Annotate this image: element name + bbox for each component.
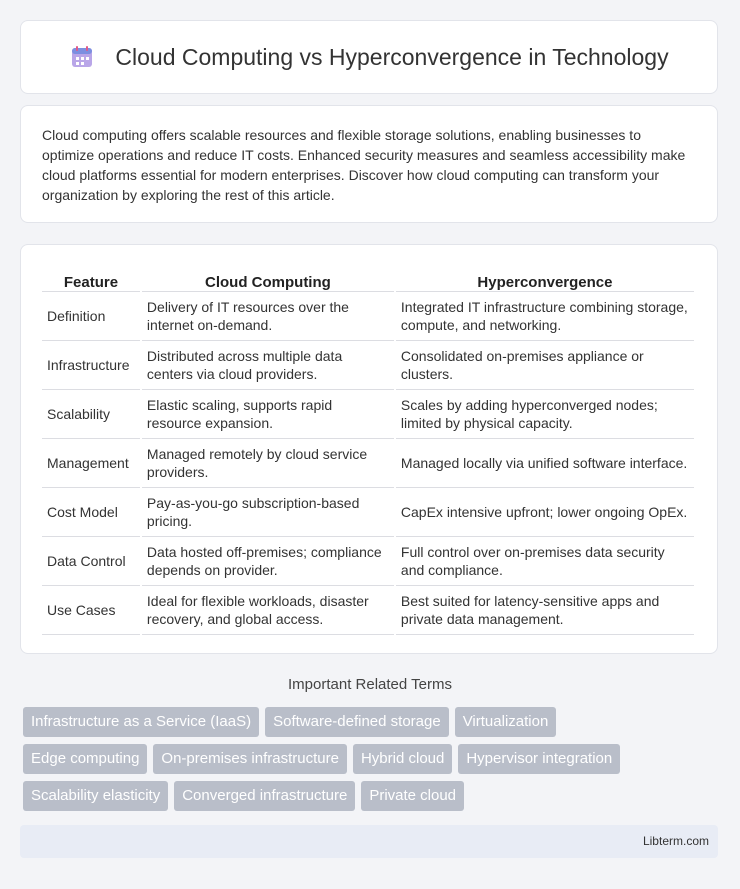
tag-row [23, 744, 723, 774]
comparison-card [20, 244, 718, 654]
table-row [42, 439, 694, 488]
tag-software-defined-storage[interactable]: Software-defined storage [265, 707, 449, 737]
footer [20, 825, 718, 858]
header-card [20, 20, 718, 94]
feature-cell: Infrastructure [42, 341, 140, 390]
feature-cell: Data Control [42, 537, 140, 586]
footer-site-link[interactable]: Libterm.com [642, 834, 709, 848]
tag-iaas[interactable]: Infrastructure as a Service (IaaS) [23, 707, 259, 737]
tag-hybrid-cloud[interactable]: Hybrid cloud [353, 744, 452, 774]
tag-row [23, 707, 723, 737]
table-row [42, 390, 694, 439]
feature-cell: Use Cases [42, 586, 140, 635]
tag-private-cloud[interactable]: Private cloud [361, 781, 464, 811]
comparison-table [40, 265, 696, 635]
tag-hypervisor-integration[interactable]: Hypervisor integration [458, 744, 620, 774]
feature-cell: Cost Model [42, 488, 140, 537]
table-row [42, 586, 694, 635]
hyperconvergence-cell: Integrated IT infrastructure combining storage, compute, and networking. [396, 292, 694, 341]
tag-virtualization[interactable]: Virtualization [455, 707, 557, 737]
cloud-computing-cell: Elastic scaling, supports rapid resource expansion. [142, 390, 394, 439]
column-header-cloud-computing: Cloud Computing [142, 265, 394, 292]
calendar-grid-icon [69, 44, 95, 70]
cloud-computing-cell: Ideal for flexible workloads, disaster recovery, and global access. [142, 586, 394, 635]
cloud-computing-cell: Distributed across multiple data centers via cloud providers. [142, 341, 394, 390]
hyperconvergence-cell: Best suited for latency-sensitive apps and private data management. [396, 586, 694, 635]
feature-cell: Definition [42, 292, 140, 341]
cloud-computing-cell: Data hosted off-premises; compliance depends on provider. [142, 537, 394, 586]
related-terms-list [23, 707, 723, 818]
related-terms-title: Important Related Terms [288, 676, 452, 693]
table-row [42, 341, 694, 390]
hyperconvergence-cell: Managed locally via unified software interface. [396, 439, 694, 488]
table-header-row [42, 265, 694, 292]
feature-cell: Scalability [42, 390, 140, 439]
cloud-computing-cell: Pay-as-you-go subscription-based pricing. [142, 488, 394, 537]
tag-on-premises-infrastructure[interactable]: On-premises infrastructure [153, 744, 347, 774]
feature-cell: Management [42, 439, 140, 488]
hyperconvergence-cell: Consolidated on-premises appliance or clusters. [396, 341, 694, 390]
cloud-computing-cell: Managed remotely by cloud service providers. [142, 439, 394, 488]
tag-scalability-elasticity[interactable]: Scalability elasticity [23, 781, 168, 811]
cloud-computing-cell: Delivery of IT resources over the internet on-demand. [142, 292, 394, 341]
column-header-hyperconvergence: Hyperconvergence [396, 265, 694, 292]
hyperconvergence-cell: Scales by adding hyperconverged nodes; limited by physical capacity. [396, 390, 694, 439]
tag-edge-computing[interactable]: Edge computing [23, 744, 147, 774]
intro-text: Cloud computing offers scalable resources and flexible storage solutions, enabling businesses to optimize operations and reduce IT costs. Enhanced security measures and seamless accessibility make cloud platforms essential for modern enterprises. Discover how cloud computing can transform your organization by exploring the rest of this article. [42, 127, 686, 203]
tag-row [23, 781, 723, 811]
table-row [42, 537, 694, 586]
table-row [42, 292, 694, 341]
column-header-feature: Feature [42, 265, 140, 292]
page-title: Cloud Computing vs Hyperconvergence in Technology [115, 43, 669, 70]
table-row [42, 488, 694, 537]
hyperconvergence-cell: CapEx intensive upfront; lower ongoing OpEx. [396, 488, 694, 537]
hyperconvergence-cell: Full control over on-premises data security and compliance. [396, 537, 694, 586]
intro-card [20, 105, 718, 223]
tag-converged-infrastructure[interactable]: Converged infrastructure [174, 781, 355, 811]
